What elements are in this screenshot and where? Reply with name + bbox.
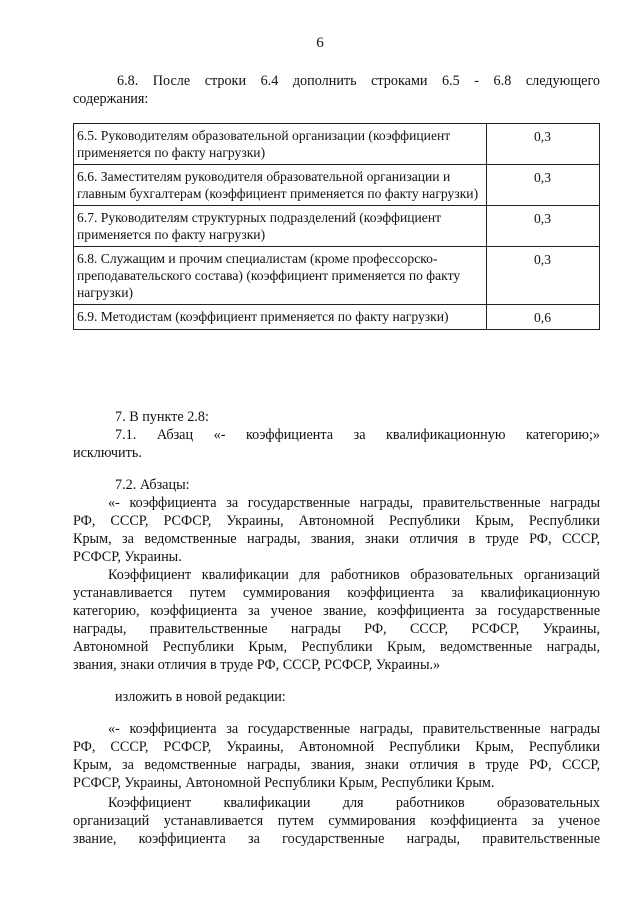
paragraph-line: Коэффициент квалификации для работников образовательных [108, 795, 600, 811]
table-cell-text: 6.7. Руководителям структурных подразделений (коэффициент применяется по факту нагрузки) [74, 206, 487, 247]
redaction-paragraph-1 [73, 720, 600, 792]
paragraph-line: награды, правительственные награды РФ, СССР, РСФСР, Украины, [73, 621, 600, 637]
paragraph-line: 7.1. Абзац «- коэффициента за квалификационную категорию;» [115, 427, 600, 443]
table-cell-value: 0,3 [487, 124, 600, 165]
paragraph-7: 7. В пункте 2.8: [115, 409, 209, 425]
paragraph-line: «- коэффициента за государственные награды, правительственные награды [108, 721, 600, 737]
paragraph-line: Автономной Республики Крым, Республики Крым, ведомственные награды, [73, 639, 600, 655]
new-edition-line: изложить в новой редакции: [115, 689, 286, 705]
paragraph-line: организаций устанавливается путем суммирования коэффициента за ученое [73, 813, 600, 829]
table-cell-value: 0,3 [487, 247, 600, 305]
table-cell-text: 6.6. Заместителям руководителя образовательной организации и главным бухгалтерам (коэффициент применяется по факту нагрузки) [74, 165, 487, 206]
table-cell-value: 0,6 [487, 305, 600, 330]
quoted-paragraph-1 [73, 494, 600, 566]
quoted-paragraph-2 [73, 566, 600, 674]
table-cell-text: 6.5. Руководителям образовательной организации (коэффициент применяется по факту нагрузки) [74, 124, 487, 165]
paragraph-line: РСФСР, Украины. [73, 549, 182, 565]
paragraph-line: устанавливается путем суммирования коэффициента за квалификационную [73, 585, 600, 601]
paragraph-line: звание, коэффициента за государственные награды, правительственные [73, 831, 600, 847]
table-row [74, 247, 600, 305]
paragraph-line: РФ, СССР, РСФСР, Украины, Автономной Республики Крым, Республики [73, 739, 600, 755]
paragraph-line: Крым, за ведомственные награды, звания, знаки отличия в труде РФ, СССР, [73, 531, 600, 547]
intro-paragraph [73, 72, 600, 108]
redaction-paragraph-2 [73, 794, 600, 848]
table-cell-text: 6.9. Методистам (коэффициент применяется по факту нагрузки) [74, 305, 487, 330]
table-row [74, 124, 600, 165]
paragraph-line: Крым, за ведомственные награды, звания, знаки отличия в труде РФ, СССР, [73, 757, 600, 773]
paragraph-7-2: 7.2. Абзацы: [115, 477, 190, 493]
coefficient-table [73, 123, 600, 330]
intro-line: 6.8. После строки 6.4 дополнить строками 6.5 - 6.8 следующего [117, 73, 600, 89]
table-cell-value: 0,3 [487, 206, 600, 247]
table-row [74, 305, 600, 330]
paragraph-line: Коэффициент квалификации для работников образовательных организаций [108, 567, 600, 583]
paragraph-line: «- коэффициента за государственные награды, правительственные награды [108, 495, 600, 511]
paragraph-line: категорию, коэффициента за ученое звание, коэффициента за государственные [73, 603, 600, 619]
table-row [74, 165, 600, 206]
paragraph-line: РСФСР, Украины, Автономной Республики Крым, Республики Крым. [73, 775, 495, 791]
paragraph-line: исключить. [73, 445, 142, 461]
paragraph-line: РФ, СССР, РСФСР, Украины, Автономной Республики Крым, Республики [73, 513, 600, 529]
table-row [74, 206, 600, 247]
table-cell-value: 0,3 [487, 165, 600, 206]
paragraph-7-1 [73, 426, 600, 462]
page-number: 6 [316, 35, 324, 51]
intro-line: содержания: [73, 91, 149, 107]
paragraph-line: звания, знаки отличия в труде РФ, СССР, РСФСР, Украины.» [73, 657, 441, 673]
table-cell-text: 6.8. Служащим и прочим специалистам (кроме профессорско-преподавательского состава) (коэффициент применяется по факту нагрузки) [74, 247, 487, 305]
